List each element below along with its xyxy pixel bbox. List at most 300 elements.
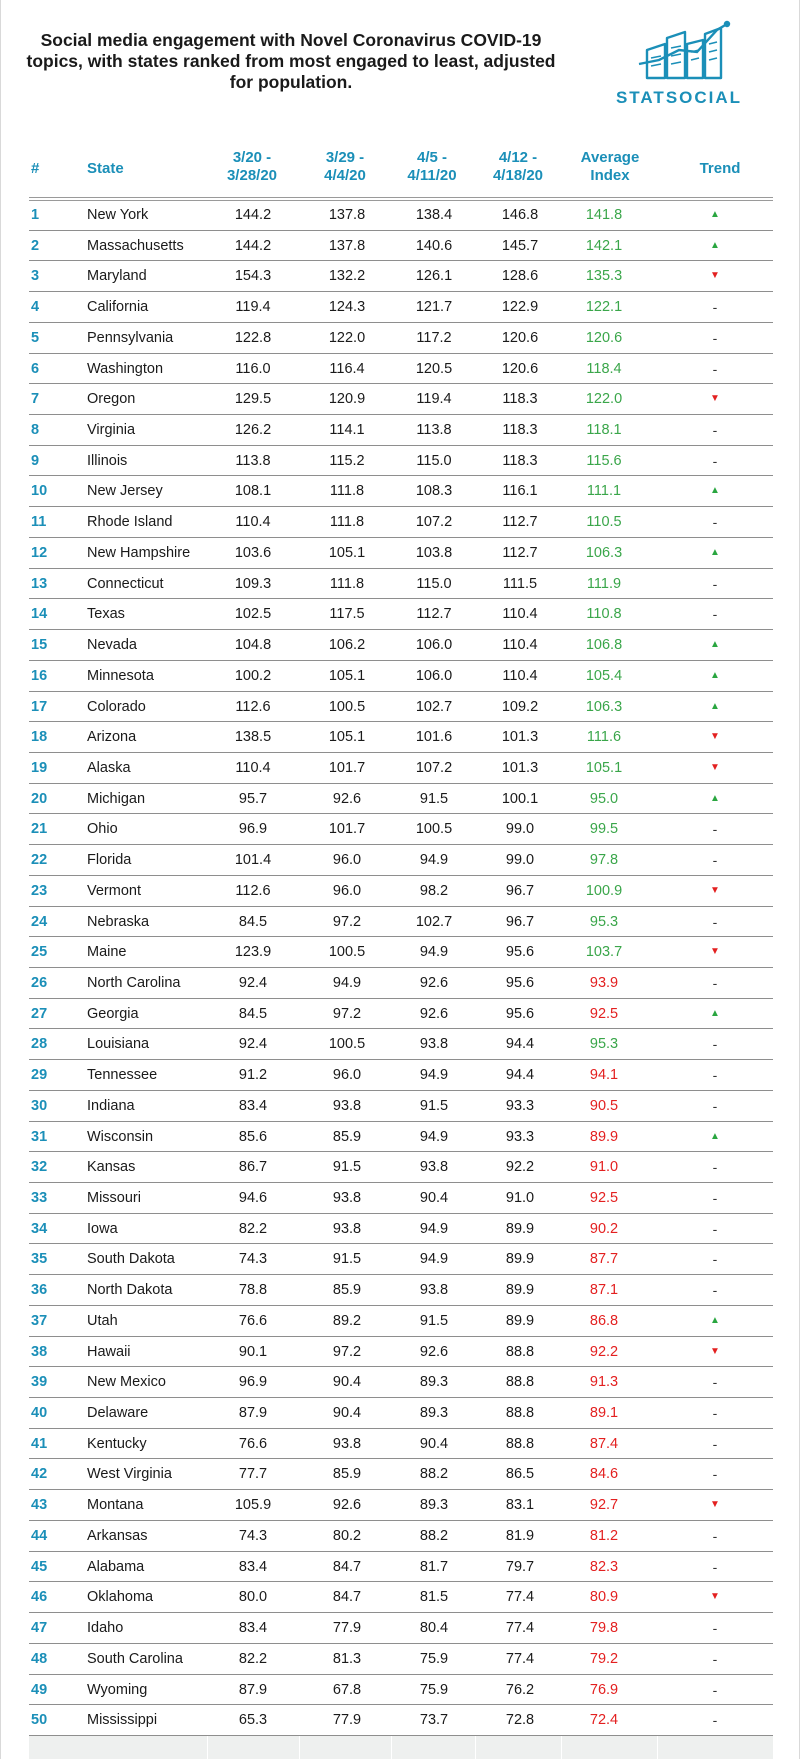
table-row (29, 1552, 773, 1583)
state-cell: New Mexico (87, 1374, 166, 1391)
trend-flat-icon: - (712, 1650, 718, 1667)
week-value-cell: 107.2 (415, 514, 453, 531)
week-value-cell: 137.8 (328, 237, 366, 254)
average-index-cell: 118.1 (586, 422, 622, 439)
rank-cell: 49 (31, 1681, 48, 1698)
state-cell: Maine (87, 944, 127, 961)
week-value-cell: 111.8 (329, 514, 365, 531)
table-body (1, 200, 800, 1736)
week-value-cell: 93.8 (332, 1190, 362, 1206)
week-value-cell: 120.5 (415, 360, 453, 377)
week-value-cell: 101.7 (328, 821, 366, 838)
average-index-cell: 84.6 (589, 1466, 619, 1483)
footer-separator (561, 1736, 562, 1759)
week-value-cell: 145.7 (501, 237, 539, 254)
week-value-cell: 92.2 (505, 1159, 535, 1176)
table-row (29, 1490, 773, 1521)
rank-cell: 15 (31, 637, 48, 654)
week-value-cell: 94.9 (419, 1067, 449, 1084)
table-row (29, 231, 773, 262)
state-cell: Texas (87, 606, 125, 623)
average-index-cell: 82.3 (589, 1558, 619, 1575)
week-value-cell: 97.2 (332, 1343, 362, 1360)
state-cell: Louisiana (87, 1036, 150, 1053)
week-value-cell: 99.0 (505, 821, 535, 838)
trend-flat-icon: - (712, 1251, 718, 1268)
rank-cell: 17 (31, 698, 48, 715)
state-cell: Florida (87, 852, 132, 869)
week-value-cell: 112.6 (235, 698, 271, 715)
table-row (29, 354, 773, 385)
rank-cell: 39 (31, 1374, 48, 1391)
rank-cell: 34 (31, 1220, 48, 1237)
trend-flat-icon: - (712, 1067, 718, 1084)
trend-flat-icon: - (712, 1620, 718, 1637)
week-value-cell: 119.4 (235, 299, 271, 316)
trend-flat-icon: - (712, 1527, 718, 1544)
table-row (29, 1337, 773, 1368)
week-value-cell: 137.8 (328, 207, 366, 223)
week-value-cell: 74.3 (238, 1527, 268, 1544)
week-value-cell: 105.9 (234, 1497, 272, 1514)
week-value-cell: 118.3 (502, 452, 538, 469)
state-cell: South Dakota (87, 1251, 175, 1268)
table-row (29, 261, 773, 292)
week-value-cell: 91.5 (332, 1251, 362, 1268)
statsocial-logo (609, 20, 749, 112)
week-value-cell: 118.3 (502, 391, 538, 408)
city-buildings-logo-icon (609, 20, 749, 86)
trend-up-icon: ▲ (710, 669, 720, 681)
week-value-cell: 102.7 (415, 698, 453, 715)
rank-cell: 13 (31, 575, 48, 592)
rank-cell: 37 (31, 1312, 48, 1329)
table-row (29, 630, 773, 661)
rank-cell: 27 (31, 1005, 48, 1022)
rank-cell: 19 (31, 759, 48, 776)
week-value-cell: 72.8 (505, 1712, 535, 1729)
week-value-cell: 89.9 (505, 1220, 535, 1237)
week-value-cell: 114.1 (329, 422, 365, 439)
week-value-cell: 144.2 (234, 237, 272, 254)
week-value-cell: 76.2 (505, 1681, 535, 1698)
week-value-cell: 101.4 (234, 852, 272, 869)
week-value-cell: 111.5 (502, 575, 538, 592)
rank-cell: 32 (31, 1159, 48, 1176)
week-value-cell: 91.5 (419, 1097, 449, 1114)
average-index-cell: 86.8 (589, 1312, 619, 1329)
state-cell: Mississippi (87, 1712, 158, 1729)
week-value-cell: 103.8 (415, 544, 453, 561)
state-cell: Idaho (87, 1620, 124, 1637)
rank-cell: 35 (31, 1251, 48, 1268)
header-week1: 3/20 - 3/28/20 (226, 149, 278, 184)
table-row (29, 1275, 773, 1306)
week-value-cell: 73.7 (419, 1712, 449, 1729)
rank-cell: 22 (31, 852, 48, 869)
week-value-cell: 88.8 (505, 1405, 535, 1422)
trend-down-icon: ▼ (710, 731, 720, 743)
average-index-cell: 90.2 (589, 1220, 619, 1237)
rank-cell: 21 (31, 821, 48, 838)
header-average: Average Index (580, 149, 640, 184)
state-cell: New York (87, 207, 149, 223)
header-week4: 4/12 - 4/18/20 (492, 149, 544, 184)
week-value-cell: 83.4 (238, 1097, 268, 1114)
state-cell: South Carolina (87, 1650, 183, 1667)
week-value-cell: 120.9 (328, 391, 366, 408)
average-index-cell: 106.8 (585, 637, 623, 654)
week-value-cell: 100.5 (328, 698, 366, 715)
state-cell: Delaware (87, 1405, 149, 1422)
rank-cell: 29 (31, 1067, 48, 1084)
week-value-cell: 100.5 (328, 1036, 366, 1053)
table-row (29, 1060, 773, 1091)
table-row (29, 814, 773, 845)
week-value-cell: 92.6 (419, 974, 449, 991)
table-row (29, 1429, 773, 1460)
table-row (29, 1029, 773, 1060)
rank-cell: 26 (31, 974, 48, 991)
trend-down-icon: ▼ (710, 946, 720, 958)
rank-cell: 38 (31, 1343, 48, 1360)
week-value-cell: 132.2 (328, 268, 366, 285)
table-row (29, 1183, 773, 1214)
trend-flat-icon: - (712, 974, 718, 991)
week-value-cell: 112.7 (416, 606, 452, 623)
week-value-cell: 101.6 (415, 729, 453, 746)
week-value-cell: 140.6 (415, 237, 453, 254)
week-value-cell: 126.1 (415, 268, 453, 285)
week-value-cell: 116.1 (502, 483, 538, 500)
average-index-cell: 92.5 (589, 1190, 619, 1206)
week-value-cell: 91.0 (505, 1190, 535, 1206)
state-cell: Kansas (87, 1159, 136, 1176)
week-value-cell: 94.9 (419, 1220, 449, 1237)
trend-flat-icon: - (712, 514, 718, 531)
trend-up-icon: ▲ (710, 1007, 720, 1019)
chart-title: Social media engagement with Novel Coronavirus COVID-19 topics, with states ranked from most engaged to least, adjusted for population. (26, 30, 556, 92)
week-value-cell: 89.3 (419, 1374, 449, 1391)
table-row (29, 415, 773, 446)
average-index-cell: 99.5 (589, 821, 619, 838)
week-value-cell: 90.4 (419, 1190, 449, 1206)
week-value-cell: 112.7 (502, 514, 538, 531)
week-value-cell: 93.8 (332, 1097, 362, 1114)
week-value-cell: 81.3 (332, 1650, 362, 1667)
average-index-cell: 92.5 (589, 1005, 619, 1022)
trend-flat-icon: - (712, 1097, 718, 1114)
week-value-cell: 116.4 (329, 360, 365, 377)
table-row (29, 968, 773, 999)
average-index-cell: 76.9 (589, 1681, 619, 1698)
trend-up-icon: ▲ (710, 546, 720, 558)
week-value-cell: 124.3 (328, 299, 366, 316)
week-value-cell: 115.2 (329, 452, 365, 469)
week-value-cell: 138.4 (415, 207, 453, 223)
week-value-cell: 100.5 (328, 944, 366, 961)
table-row (29, 1613, 773, 1644)
footer-band (29, 1736, 773, 1759)
trend-down-icon: ▼ (710, 761, 720, 773)
trend-flat-icon: - (712, 1681, 718, 1698)
average-index-cell: 95.3 (589, 913, 619, 930)
trend-flat-icon: - (712, 1558, 718, 1575)
state-cell: Kentucky (87, 1435, 147, 1452)
footer-separator (207, 1736, 208, 1759)
rank-cell: 47 (31, 1620, 48, 1637)
week-value-cell: 122.0 (328, 329, 366, 346)
header-state: State (87, 160, 124, 177)
trend-flat-icon: - (712, 821, 718, 838)
week-value-cell: 92.6 (332, 790, 362, 807)
week-value-cell: 84.5 (238, 913, 268, 930)
week-value-cell: 110.4 (235, 759, 271, 776)
week-value-cell: 88.8 (505, 1374, 535, 1391)
state-cell: Arkansas (87, 1527, 148, 1544)
week-value-cell: 110.4 (502, 637, 538, 654)
week-value-cell: 83.1 (505, 1497, 535, 1514)
state-cell: Arizona (87, 729, 137, 746)
average-index-cell: 122.1 (585, 299, 623, 316)
week-value-cell: 94.4 (505, 1067, 535, 1084)
trend-up-icon: ▲ (710, 700, 720, 712)
state-cell: Tennessee (87, 1067, 158, 1084)
average-index-cell: 81.2 (589, 1527, 619, 1544)
header-rank: # (31, 160, 40, 177)
state-cell: Wisconsin (87, 1128, 154, 1145)
trend-flat-icon: - (712, 606, 718, 623)
table-header (1, 146, 800, 196)
week-value-cell: 81.5 (419, 1589, 449, 1606)
trend-flat-icon: - (712, 913, 718, 930)
average-index-cell: 105.1 (585, 759, 623, 776)
average-index-cell: 111.9 (586, 575, 622, 592)
week-value-cell: 80.4 (419, 1620, 449, 1637)
table-row (29, 937, 773, 968)
trend-flat-icon: - (712, 1466, 718, 1483)
week-value-cell: 146.8 (501, 207, 539, 223)
average-index-cell: 89.9 (589, 1128, 619, 1145)
week-value-cell: 84.5 (238, 1005, 268, 1022)
week-value-cell: 90.4 (332, 1374, 362, 1391)
week-value-cell: 83.4 (238, 1620, 268, 1637)
state-cell: Maryland (87, 268, 147, 285)
week-value-cell: 112.6 (235, 882, 271, 899)
average-index-cell: 94.1 (589, 1067, 619, 1084)
week-value-cell: 84.7 (332, 1558, 362, 1575)
table-row (29, 384, 773, 415)
week-value-cell: 129.5 (234, 391, 272, 408)
trend-down-icon: ▼ (710, 270, 720, 282)
week-value-cell: 87.9 (238, 1681, 268, 1698)
week-value-cell: 89.2 (332, 1312, 362, 1329)
week-value-cell: 117.5 (329, 606, 365, 623)
week-value-cell: 88.8 (505, 1343, 535, 1360)
average-index-cell: 87.7 (589, 1251, 619, 1268)
week-value-cell: 94.9 (419, 1251, 449, 1268)
week-value-cell: 85.6 (238, 1128, 268, 1145)
trend-down-icon: ▼ (710, 393, 720, 405)
table-row (29, 323, 773, 354)
week-value-cell: 90.1 (238, 1343, 268, 1360)
rank-cell: 2 (31, 237, 40, 254)
week-value-cell: 77.9 (332, 1712, 362, 1729)
week-value-cell: 117.2 (416, 329, 452, 346)
rank-cell: 14 (31, 606, 48, 623)
week-value-cell: 89.9 (505, 1282, 535, 1299)
average-index-cell: 103.7 (585, 944, 623, 961)
table-row (29, 692, 773, 723)
rank-cell: 7 (31, 391, 40, 408)
week-value-cell: 92.4 (238, 974, 268, 991)
state-cell: North Dakota (87, 1282, 173, 1299)
week-value-cell: 78.8 (238, 1282, 268, 1299)
table-row (29, 1152, 773, 1183)
state-cell: New Hampshire (87, 544, 191, 561)
state-cell: Utah (87, 1312, 118, 1329)
footer-separator (475, 1736, 476, 1759)
trend-flat-icon: - (712, 852, 718, 869)
week-value-cell: 96.7 (505, 882, 535, 899)
state-cell: North Carolina (87, 974, 181, 991)
table-row (29, 1459, 773, 1490)
week-value-cell: 107.2 (415, 759, 453, 776)
week-value-cell: 112.7 (502, 544, 538, 561)
average-index-cell: 89.1 (589, 1405, 619, 1422)
state-cell: Virginia (87, 422, 136, 439)
state-cell: Georgia (87, 1005, 139, 1022)
trend-flat-icon: - (712, 329, 718, 346)
week-value-cell: 77.7 (238, 1466, 268, 1483)
trend-up-icon: ▲ (710, 485, 720, 497)
average-index-cell: 90.5 (589, 1097, 619, 1114)
week-value-cell: 94.9 (332, 974, 362, 991)
trend-flat-icon: - (712, 1435, 718, 1452)
trend-down-icon: ▼ (710, 1499, 720, 1511)
table-row (29, 599, 773, 630)
week-value-cell: 93.3 (505, 1128, 535, 1145)
week-value-cell: 100.1 (501, 790, 539, 807)
week-value-cell: 101.3 (501, 759, 539, 776)
rank-cell: 41 (31, 1435, 48, 1452)
rank-cell: 46 (31, 1589, 48, 1606)
state-cell: Rhode Island (87, 514, 173, 531)
state-cell: New Jersey (87, 483, 163, 500)
rank-cell: 8 (31, 422, 40, 439)
week-value-cell: 87.9 (238, 1405, 268, 1422)
week-value-cell: 144.2 (234, 207, 272, 223)
week-value-cell: 97.2 (332, 913, 362, 930)
average-index-cell: 115.6 (586, 452, 622, 469)
state-cell: Vermont (87, 882, 141, 899)
week-value-cell: 89.9 (505, 1312, 535, 1329)
table-row (29, 1398, 773, 1429)
average-index-cell: 120.6 (585, 329, 623, 346)
average-index-cell: 111.6 (586, 729, 622, 746)
trend-flat-icon: - (712, 299, 718, 316)
rank-cell: 12 (31, 544, 48, 561)
week-value-cell: 98.2 (419, 882, 449, 899)
week-value-cell: 110.4 (502, 667, 538, 684)
table-row (29, 1705, 773, 1736)
week-value-cell: 86.5 (505, 1466, 535, 1483)
state-cell: Illinois (87, 452, 128, 469)
table-row (29, 292, 773, 323)
average-index-cell: 111.1 (586, 483, 622, 500)
week-value-cell: 108.1 (234, 483, 272, 500)
week-value-cell: 105.1 (328, 667, 366, 684)
table-row (29, 1122, 773, 1153)
rank-cell: 20 (31, 790, 48, 807)
rank-cell: 24 (31, 913, 48, 930)
week-value-cell: 74.3 (238, 1251, 268, 1268)
rank-cell: 31 (31, 1128, 48, 1145)
trend-flat-icon: - (712, 452, 718, 469)
week-value-cell: 96.0 (332, 882, 362, 899)
week-value-cell: 77.4 (505, 1589, 535, 1606)
trend-up-icon: ▲ (710, 639, 720, 651)
average-index-cell: 92.7 (589, 1497, 619, 1514)
week-value-cell: 110.4 (235, 514, 271, 531)
average-index-cell: 91.0 (589, 1159, 619, 1176)
week-value-cell: 99.0 (505, 852, 535, 869)
week-value-cell: 102.7 (415, 913, 453, 930)
week-value-cell: 126.2 (234, 422, 272, 439)
rank-cell: 16 (31, 667, 48, 684)
week-value-cell: 120.6 (501, 360, 539, 377)
week-value-cell: 91.2 (238, 1067, 268, 1084)
table-row (29, 999, 773, 1030)
rank-cell: 30 (31, 1097, 48, 1114)
footer-separator (391, 1736, 392, 1759)
state-cell: Massachusetts (87, 237, 184, 254)
trend-down-icon: ▼ (710, 1345, 720, 1357)
trend-flat-icon: - (712, 1374, 718, 1391)
state-cell: Nebraska (87, 913, 150, 930)
trend-up-icon: ▲ (710, 1130, 720, 1142)
trend-flat-icon: - (712, 1405, 718, 1422)
state-cell: Missouri (87, 1190, 141, 1206)
state-cell: Connecticut (87, 575, 164, 592)
week-value-cell: 96.7 (505, 913, 535, 930)
week-value-cell: 88.2 (419, 1527, 449, 1544)
week-value-cell: 88.2 (419, 1466, 449, 1483)
week-value-cell: 96.0 (332, 1067, 362, 1084)
week-value-cell: 83.4 (238, 1558, 268, 1575)
week-value-cell: 76.6 (238, 1312, 268, 1329)
table-row (29, 1091, 773, 1122)
week-value-cell: 89.3 (419, 1497, 449, 1514)
rank-cell: 44 (31, 1527, 48, 1544)
state-cell: California (87, 299, 149, 316)
rank-cell: 48 (31, 1650, 48, 1667)
trend-up-icon: ▲ (710, 1314, 720, 1326)
rank-cell: 11 (31, 514, 47, 531)
table-row (29, 876, 773, 907)
week-value-cell: 123.9 (234, 944, 272, 961)
week-value-cell: 80.2 (332, 1527, 362, 1544)
trend-flat-icon: - (712, 1036, 718, 1053)
week-value-cell: 81.7 (419, 1558, 449, 1575)
table-row (29, 569, 773, 600)
week-value-cell: 106.2 (328, 637, 366, 654)
average-index-cell: 95.0 (589, 790, 619, 807)
trend-up-icon: ▲ (710, 792, 720, 804)
state-cell: Washington (87, 360, 164, 377)
table-row (29, 1367, 773, 1398)
table-row (29, 476, 773, 507)
